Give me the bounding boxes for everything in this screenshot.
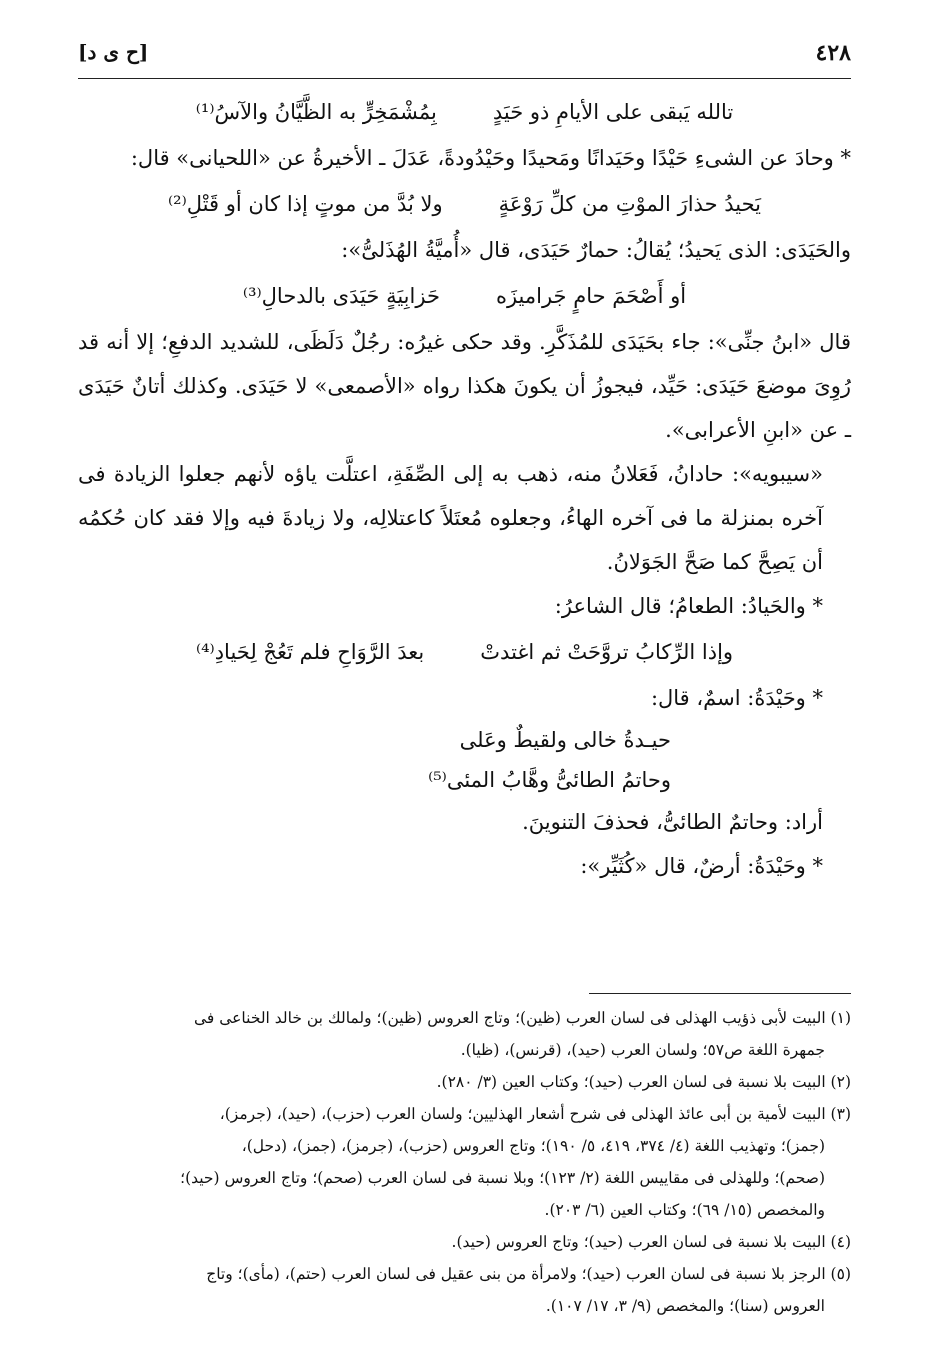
verse-3-first-hemistich: أو أَصْحَمَ حامٍ جَراميزَه <box>495 284 687 308</box>
verse-1-second-hemistich: بِمُشْمَخِرٍّ به الظَّيَّانُ والآسُ⁽¹⁾ <box>195 100 437 124</box>
verse-2 <box>78 182 851 226</box>
footnote-3-line-3: (صحم)؛ وللهذلى فى مقاييس اللغة (٢/ ١٢٣)؛ وبلا نسبة فى لسان العرب (صحم)؛ وتاج العروس (حيد)؛ <box>180 1169 825 1187</box>
footnote-3-line-4: والمخصص (١٥/ ٦٩)؛ وكتاب العين (٦/ ٢٠٣). <box>544 1201 825 1219</box>
verse-2-first-hemistich: يَحيدُ حذارَ الموْتِ من كلِّ رَوْعَةٍ <box>498 192 761 216</box>
paragraph-hayada: والحَيَدَى: الذى يَحيدُ؛ يُقالُ: حمارٌ حَيَدَى، قال «أُميَّةُ الهُذَلىُّ»: <box>341 238 851 262</box>
main-text <box>78 88 851 888</box>
footnote-3-line-2: (جمز)؛ وتهذيب اللغة (٤/ ٣٧٤، ٤١٩، ٥/ ١٩٠)؛ وتاج العروس (حزب)، (جرمز)، (جمز)، (دحل)، <box>241 1137 825 1155</box>
rajaz-line-1: حيـدةُ خالى ولقيطٌ وعَلى <box>459 728 671 752</box>
verse-3 <box>78 274 851 318</box>
paragraph-haydah-land: * وحَيْدَةُ: أرضٌ، قال «كُثَيِّر»: <box>580 854 823 878</box>
verse-2-second-hemistich: ولا بُدَّ من موتٍ إذا كان أو قَتْلِ⁽²⁾ <box>168 192 443 216</box>
footnote-rule <box>589 993 851 994</box>
paragraph-haydah-name: * وحَيْدَةُ: اسمٌ، قال: <box>650 686 823 710</box>
footnote-4: (٤) البيت بلا نسبة فى لسان العرب (حيد)؛ وتاج العروس (حيد). <box>451 1233 851 1251</box>
paragraph-tanwin: أراد: وحاتمٌ الطائىُّ، فحذفَ التنوينَ. <box>522 810 823 834</box>
paragraph-hayd: * وحادَ عن الشىءِ حَيْدًا وحَيَدانًا ومَحيدًا وحَيْدُودةً، عَدَلَ ـ الأخيرةُ عن «اللحيانى» قال: <box>130 146 851 170</box>
page-header <box>78 36 851 76</box>
footnote-1-line-1: (١) البيت لأبى ذؤيب الهذلى فى لسان العرب (ظين)؛ وتاج العروس (ظين)؛ ولمالك بن خالد الخناعى فى <box>194 1009 851 1027</box>
page-number: ٤٢٨ <box>815 40 851 66</box>
rajaz-line-2: وحاتمُ الطائىُّ وهَّابُ المئى⁽⁵⁾ <box>428 768 671 792</box>
footnote-2: (٢) البيت بلا نسبة فى لسان العرب (حيد)؛ وكتاب العين (٣/ ٢٨٠). <box>436 1073 851 1091</box>
verse-4-second-hemistich: بعدَ الرَّوَاحِ فلم تَعُجْ لِحَيادِ⁽⁴⁾ <box>195 640 425 664</box>
verse-4 <box>78 630 851 674</box>
paragraph-sibawayh: «سيبويه»: حادانُ، فَعَلانُ منه، ذهب به إلى الصِّفَةِ، اعتلَّت ياؤه لأنهم جعلوا الزيادة فى آخره بمنزلة ما فى آخره الهاءُ، وجعلوه مُعتَلاً كاعتلالِه، ولا زيادةَ فيه وإلا فقد كان حُكمُه أن يَصِحَّ كما صَحَّ الجَوَلانُ. <box>78 462 823 574</box>
verse-1-first-hemistich: تالله يَبقى على الأيامِ ذو حَيَدٍ <box>492 100 734 124</box>
verse-4-first-hemistich: وإذا الرِّكابُ تروَّحَتْ ثم اغتدتْ <box>480 640 734 664</box>
header-rule <box>78 78 851 79</box>
rajaz-verse <box>78 720 851 800</box>
paragraph-ibn-jinni: قال «ابنُ جنِّى»: جاء بحَيَدَى للمُذَكَّرِ. وقد حكى غيرُه: رجُلٌ دَلَظَى، للشديد الدفعِ؛ إلا أنه قد رُوِىَ موضعَ حَيَدَى: حَيِّد، فيجوزُ أن يكونَ هكذا رواه «الأصمعى» لا حَيَدَى. وكذلك أتانٌ حَيَدَى ـ عن «ابنِ الأعرابى». <box>78 330 851 442</box>
footnotes <box>78 1002 851 1322</box>
footnote-3-line-1: (٣) البيت لأمية بن أبى عائذ الهذلى فى شرح أشعار الهذليين؛ ولسان العرب (حزب)، (حيد)، (جرمز)، <box>219 1105 851 1123</box>
footnote-5-line-2: العروس (سنا)؛ والمخصص (٩/ ٣، ١٧/ ١٠٧). <box>545 1297 825 1315</box>
footnote-5-line-1: (٥) الرجز بلا نسبة فى لسان العرب (حيد)؛ ولامرأة من بنى عقيل فى لسان العرب (حتم)، (مأى)؛ وتاج <box>206 1265 851 1283</box>
paragraph-hayad: * والحَيادُ: الطعامُ؛ قال الشاعرُ: <box>554 594 823 618</box>
verse-3-second-hemistich: حَزابِيَةٍ حَيَدَى بالدحالِ⁽³⁾ <box>242 284 440 308</box>
verse-1 <box>78 90 851 134</box>
running-head: [ح ى د] <box>78 40 149 64</box>
footnote-1-line-2: جمهرة اللغة ص٥٧؛ ولسان العرب (حيد)، (قرنس)، (ظيا). <box>460 1041 825 1059</box>
